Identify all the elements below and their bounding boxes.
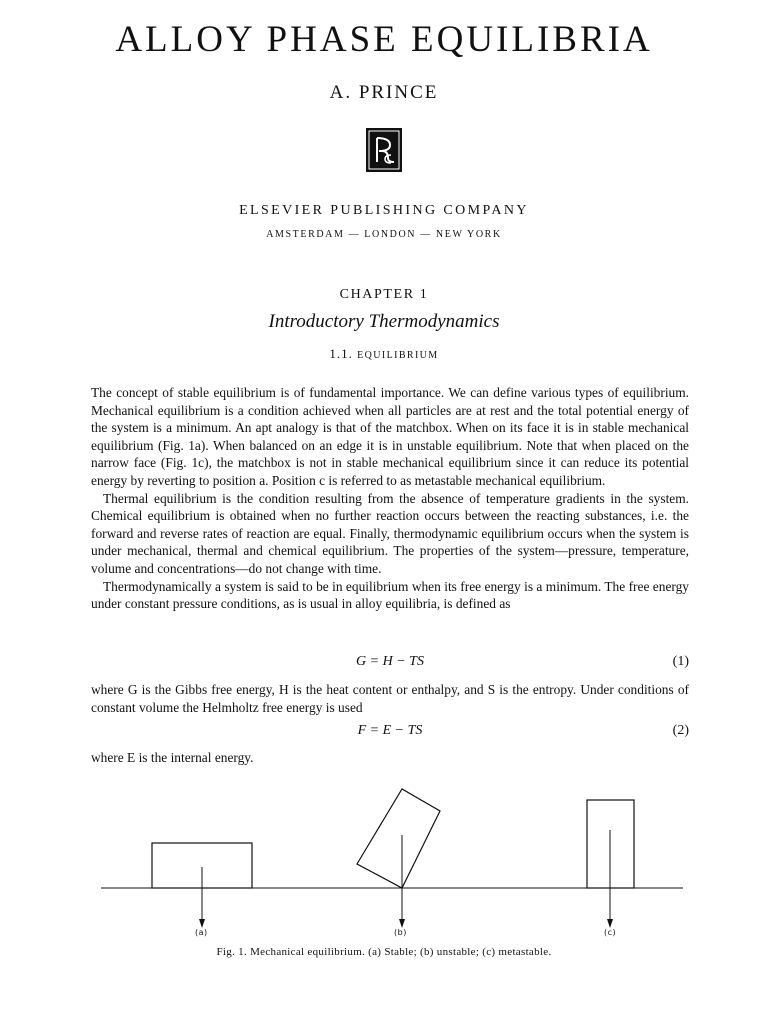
equation-2: [91, 723, 689, 743]
section-heading: [0, 346, 768, 362]
equation-number: (1): [672, 654, 689, 669]
author-name: A. PRINCE: [329, 82, 439, 103]
body-block-3: [91, 749, 689, 767]
chapter-label: CHAPTER 1: [339, 287, 429, 302]
paragraph-gibbs: where G is the Gibbs free energy, H is the heat content or enthalpy, and S is the entropy. Under conditions of constant volume the Helmholtz free energy is used: [91, 682, 689, 715]
section-title: EQUILIBRIUM: [357, 350, 439, 361]
paragraph-free-energy: Thermodynamically a system is said to be in equilibrium when its free energy is a minimum. The free energy under constant pressure conditions, as is usual in alloy equilibria, is defined as: [91, 578, 689, 612]
paragraph-thermal-equilibrium: Thermal equilibrium is the condition resulting from the absence of temperature gradients in the system. Chemical equilibrium is obtained when no further reaction occurs between the reacting substances, i.e. the forward and reverse rates of reaction are equal. Finally, thermodynamic equilibrium occurs when the system is under mechanical, thermal and chemical equilibrium. The properties of the system—pressure, temperature, volume and concentrations—do not change with time.: [91, 490, 689, 576]
equation-1: [91, 654, 689, 674]
body-block-2: [91, 681, 689, 716]
paragraph-stable-equilibrium: The concept of stable equilibrium is of fundamental importance. We can define various types of equilibrium. Mechanical equilibrium is a condition achieved when all particles are at rest and the total potential energy of the system is a minimum. An apt analogy is that of the matchbox. When on its face it is in stable mechanical equilibrium (Fig. 1a). When balanced on an edge it is in unstable equilibrium. Note that when placed on the narrow face (Fig. 1c), the matchbox is not in stable mechanical equilibrium since it can reduce its potential energy by reverting to position a. Position c is referred to as metastable mechanical equilibrium.: [91, 385, 689, 488]
matchbox-b: [357, 789, 440, 888]
matchbox-figure: [91, 775, 689, 955]
publisher-name: ELSEVIER PUBLISHING COMPANY: [239, 203, 529, 218]
equation-number: (2): [672, 723, 689, 738]
figure-caption: Fig. 1. Mechanical equilibrium. (a) Stable; (b) unstable; (c) metastable.: [216, 946, 552, 958]
equation-formula: G = H − TS: [356, 654, 424, 669]
publisher-cities: AMSTERDAM — LONDON — NEW YORK: [266, 229, 502, 240]
arrowhead-c: [607, 919, 613, 928]
figure-label-a: (a): [195, 928, 208, 937]
equation-formula: F = E − TS: [357, 723, 423, 738]
book-title: ALLOY PHASE EQUILIBRIA: [115, 19, 653, 60]
publisher-logo-icon: [366, 128, 402, 172]
body-block-1: [91, 384, 689, 613]
figure-label-c: (c): [604, 928, 617, 937]
section-number: 1.1.: [329, 346, 353, 361]
paragraph-internal-energy: where E is the internal energy.: [91, 750, 254, 765]
chapter-title: Introductory Thermodynamics: [268, 311, 500, 332]
arrowhead-b: [399, 919, 405, 928]
arrowhead-a: [199, 919, 205, 928]
figure-label-b: (b): [394, 928, 407, 937]
